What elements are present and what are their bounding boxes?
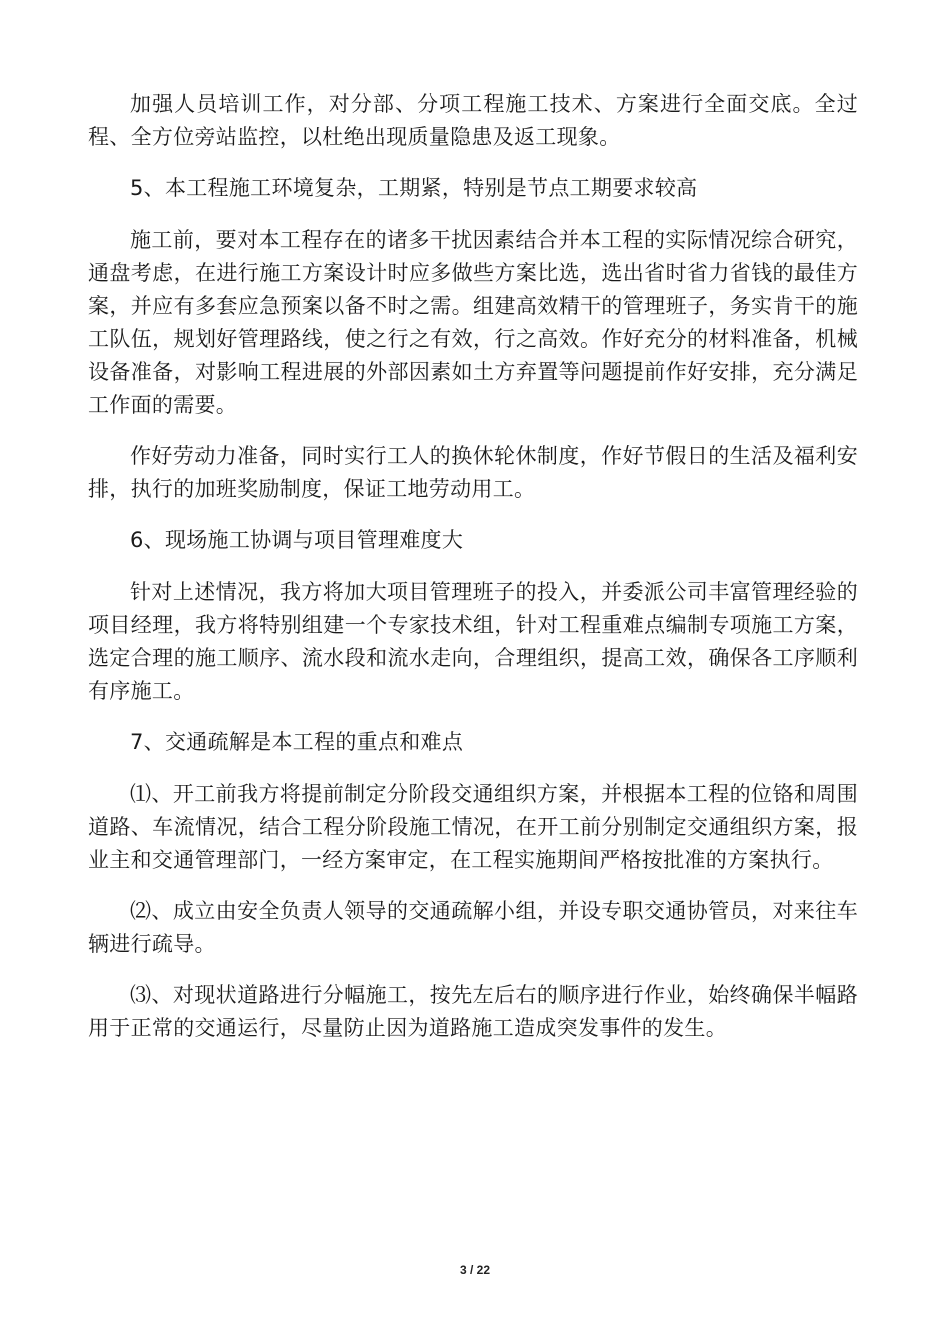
paragraph-management: 针对上述情况，我方将加大项目管理班子的投入，并委派公司丰富管理经验的项目经理，我方将特别组建一个专家技术组，针对工程重难点编制专项施工方案，选定合理的施工顺序、流水段和流水走向，合理组织，提高工效，确保各工序顺利有序施工。 — [88, 580, 858, 703]
list-item-traffic-2: ⑵、成立由安全负责人领导的交通疏解小组，并设专职交通协管员，对来往车辆进行疏导。 — [88, 899, 858, 956]
page-number: 3 / 22 — [459, 1263, 491, 1277]
paragraph-preconstruction: 施工前，要对本工程存在的诸多干扰因素结合并本工程的实际情况综合研究，通盘考虑，在进行施工方案设计时应多做些方案比选，选出省时省力省钱的最佳方案，并应有多套应急预案以备不时之需。组建高效精干的管理班子，务实肯干的施工队伍，规划好管理路线，使之行之有效，行之高效。作好充分的材料准备，机械设备准备，对影响工程进展的外部因素如土方弃置等问题提前作好安排，充分满足工作面的需要。 — [88, 228, 858, 417]
paragraph-labor: 作好劳动力准备，同时实行工人的换休轮休制度，作好节假日的生活及福利安排，执行的加班奖励制度，保证工地劳动用工。 — [88, 444, 858, 501]
list-item-traffic-3: ⑶、对现状道路进行分幅施工，按先左后右的顺序进行作业，始终确保半幅路用于正常的交通运行，尽量防止因为道路施工造成突发事件的发生。 — [88, 983, 858, 1040]
section-heading-7: 7、交通疏解是本工程的重点和难点 — [130, 730, 464, 754]
section-heading-6: 6、现场施工协调与项目管理难度大 — [130, 528, 464, 552]
paragraph-training: 加强人员培训工作，对分部、分项工程施工技术、方案进行全面交底。全过程、全方位旁站监控，以杜绝出现质量隐患及返工现象。 — [88, 92, 858, 149]
section-heading-5: 5、本工程施工环境复杂，工期紧，特别是节点工期要求较高 — [130, 176, 698, 200]
list-item-traffic-1: ⑴、开工前我方将提前制定分阶段交通组织方案，并根据本工程的位铬和周围道路、车流情况，结合工程分阶段施工情况，在开工前分别制定交通组织方案，报业主和交通管理部门，一经方案审定，在工程实施期间严格按批准的方案执行。 — [88, 782, 858, 872]
document-body — [88, 88, 858, 1063]
